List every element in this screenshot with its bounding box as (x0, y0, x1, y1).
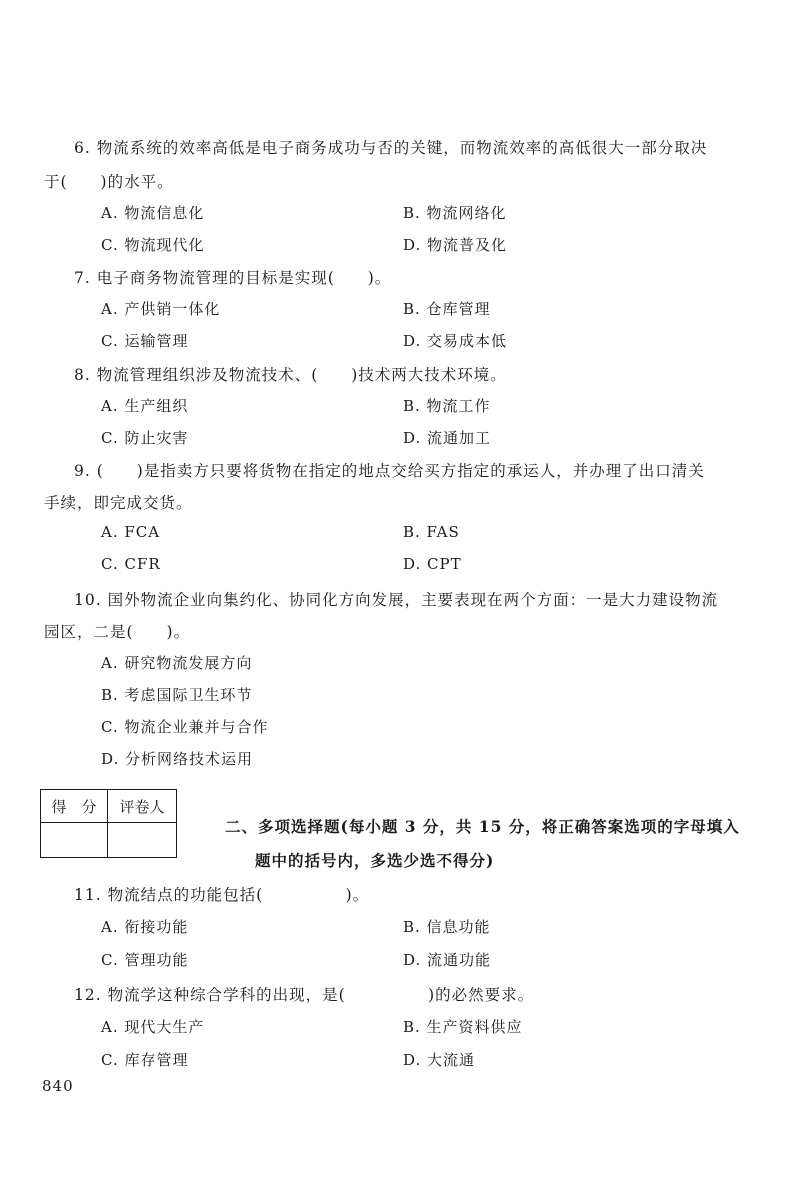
section2-heading-line2: 题中的括号内，多选少选不得分) (255, 851, 495, 870)
q9-option-d: D. CPT (403, 555, 462, 573)
q8-option-c: C. 防止灾害 (101, 429, 189, 447)
grader-cell (108, 823, 177, 858)
score-box (40, 789, 177, 858)
grader-label: 评卷人 (108, 790, 177, 823)
q6-option-c: C. 物流现代化 (101, 236, 205, 254)
q10-stem-line2: 园区，二是( )。 (44, 623, 191, 641)
score-cell (41, 823, 108, 858)
q7-option-b: B. 仓库管理 (403, 300, 491, 318)
q10-option-d: D. 分析网络技术运用 (101, 750, 254, 768)
q10-option-c: C. 物流企业兼并与合作 (101, 718, 269, 736)
q6-option-a: A. 物流信息化 (101, 204, 205, 222)
q11-option-b: B. 信息功能 (403, 918, 491, 936)
q7-stem: 7. 电子商务物流管理的目标是实现( )。 (74, 269, 392, 287)
q8-option-b: B. 物流工作 (403, 397, 491, 415)
score-label: 得 分 (41, 790, 108, 823)
q12-option-a: A. 现代大生产 (101, 1018, 205, 1036)
q7-option-a: A. 产供销一体化 (101, 300, 221, 318)
q6-stem-line1: 6. 物流系统的效率高低是电子商务成功与否的关键，而物流效率的高低很大一部分取决 (74, 139, 708, 157)
section2-heading-line1: 二、多项选择题(每小题 3 分，共 15 分，将正确答案选项的字母填入 (225, 817, 740, 836)
q9-option-c: C. CFR (101, 555, 161, 573)
q8-stem: 8. 物流管理组织涉及物流技术、( )技术两大技术环境。 (74, 366, 507, 384)
q10-option-b: B. 考虑国际卫生环节 (101, 686, 253, 704)
q10-option-a: A. 研究物流发展方向 (101, 654, 253, 672)
q6-option-d: D. 物流普及化 (403, 236, 508, 254)
q7-option-c: C. 运输管理 (101, 332, 189, 350)
q12-option-d: D. 大流通 (403, 1051, 476, 1069)
q6-stem-line2: 于( )的水平。 (44, 173, 174, 191)
q11-option-d: D. 流通功能 (403, 951, 492, 969)
q11-option-c: C. 管理功能 (101, 951, 189, 969)
q12-stem: 12. 物流学这种综合学科的出现，是( )的必然要求。 (74, 986, 535, 1004)
q6-option-b: B. 物流网络化 (403, 204, 507, 222)
q7-option-d: D. 交易成本低 (403, 332, 508, 350)
q9-stem-line1: 9. ( )是指卖方只要将货物在指定的地点交给买方指定的承运人，并办理了出口清关 (74, 462, 705, 480)
q9-option-b: B. FAS (403, 523, 460, 541)
q11-option-a: A. 衔接功能 (101, 918, 189, 936)
q12-option-b: B. 生产资料供应 (403, 1018, 523, 1036)
q9-option-a: A. FCA (101, 523, 161, 541)
page-number: 840 (42, 1077, 74, 1095)
q12-option-c: C. 库存管理 (101, 1051, 189, 1069)
q9-stem-line2: 手续，即完成交货。 (44, 494, 193, 512)
q10-stem-line1: 10. 国外物流企业向集约化、协同化方向发展，主要表现在两个方面：一是大力建设物流 (74, 591, 719, 609)
q11-stem: 11. 物流结点的功能包括( )。 (74, 886, 370, 904)
q8-option-a: A. 生产组织 (101, 397, 189, 415)
q8-option-d: D. 流通加工 (403, 429, 492, 447)
